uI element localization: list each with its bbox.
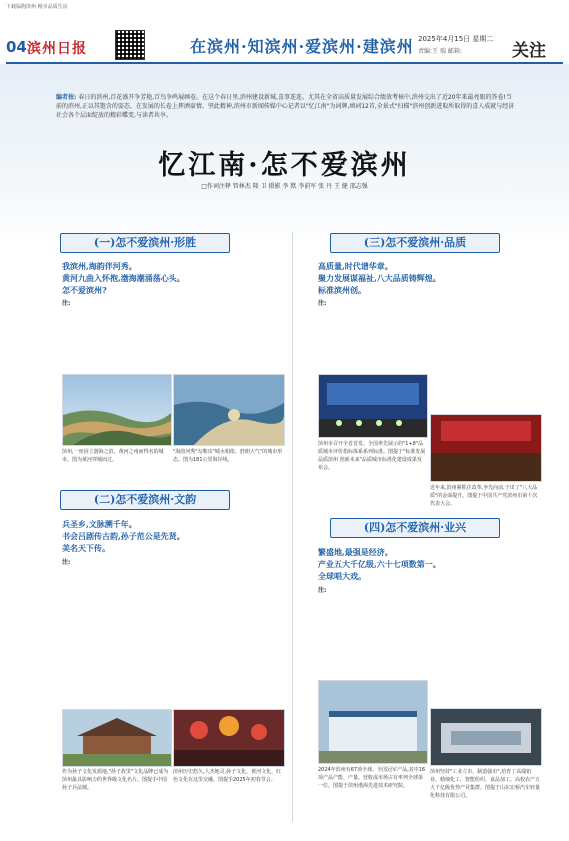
main-title: 忆江南·怎不爱滨州 — [158, 150, 411, 181]
section-4-body-right — [430, 585, 540, 705]
section-1-body-left — [62, 306, 170, 370]
congress-photo-image — [431, 415, 541, 481]
editor-note — [56, 93, 516, 120]
section-3-photo-congress — [430, 414, 542, 482]
section-2-photo-festival — [173, 709, 285, 767]
section-3-verse-line: 标准滨州创。 — [318, 285, 366, 295]
header-banner: 在滨州·知滨州·爱滨州·建滨州 — [190, 37, 414, 56]
section-1-caption-right: "海韵河秀"勾勒出"城水相依、舒朗大气"的城市形态。图为181公里海岸线。 — [173, 449, 283, 463]
header-top-line: 下载临朐滨州 畅享品质生活 — [6, 4, 68, 10]
section-4-caption-left: 2024年滨州有67项全球、全国冠军产品,其中16项产品产能、产量、营收或市场占有率列全球第一位。图提于滨州渤海先进技术研究院。 — [318, 767, 426, 789]
section-1-verse — [62, 260, 282, 296]
section-1-verse-line: 怎不爱滨州? — [62, 285, 107, 295]
section-3-verse — [318, 260, 538, 296]
section-3-body-left — [318, 306, 426, 370]
section-1-caption-left: 滨州,一座因立渤海之滨、黄河之州而得名的城市。图为黄河穿城而过。 — [62, 449, 164, 463]
section-4-heading: (四)怎不爱滨州·业兴 — [330, 518, 500, 538]
section-1-heading: (一)怎不爱滨州·形胜 — [60, 233, 230, 253]
factory-photo-image — [431, 709, 541, 765]
section-4-verse-line: 全球唱大戏。 — [318, 571, 366, 581]
section-2-body-right — [173, 557, 281, 705]
section-2-verse-line: 美名天下传。 — [62, 543, 110, 553]
section-2-photo-city — [62, 709, 172, 767]
section-1-note-label: 注: — [62, 300, 71, 307]
section-4-note-label: 注: — [318, 587, 327, 594]
issue-date: 2025年4月15日 星期二 — [418, 35, 494, 43]
institute-photo-image — [319, 681, 427, 763]
section-3-photo-conference — [318, 374, 428, 438]
column-divider — [292, 232, 293, 822]
section-4-verse — [318, 546, 538, 582]
section-1-photo-river — [62, 374, 172, 446]
festival-photo-image — [174, 710, 284, 766]
section-name: 关注 — [512, 41, 546, 61]
section-2-caption-right: 滨州历史悠久,人杰地灵,孙子文化、黄河文化、红色文化在这里交融。图提手2025年初春节会。 — [173, 769, 282, 783]
section-2-verse — [62, 518, 282, 554]
section-2-note-label: 注: — [62, 559, 71, 566]
paper-name: 滨州日报 — [27, 41, 87, 57]
section-3-caption-right: 近年来,滨州紧抓住改革,争先向前,于出了"八大品质"的金面提升。图提于中国共产党滨州市第十次代表大会。 — [430, 485, 538, 507]
section-3-note-label: 注: — [318, 300, 327, 307]
section-4-verse-line: 产业五大千亿级,六十七项数第一。 — [318, 559, 441, 569]
section-2-body-left — [62, 565, 170, 705]
section-2-heading: (二)怎不爱滨州·文韵 — [60, 490, 230, 510]
section-1-photo-coast — [173, 374, 285, 446]
section-4-body-left — [318, 593, 426, 675]
bingfa-city-photo-image — [63, 710, 171, 766]
section-1-verse-line: 我滨州,海韵伴河秀。 — [62, 261, 137, 271]
section-4-verse-line: 繁盛地,最强是经济。 — [318, 547, 393, 557]
section-3-verse-line: 高质量,时代谱华章。 — [318, 261, 393, 271]
section-2-verse-line: 书会吕剧传古韵,孙子范公是先贤。 — [62, 531, 185, 541]
section-2-caption-left: 作为孙子文化发源地,"孙子故里"文化品牌已成为滨州最具影响力的世界级文化名片。图提手中国孙子兵法城。 — [62, 769, 169, 791]
editor-note-label: 编者按: — [56, 94, 77, 101]
section-3-body-right — [430, 298, 540, 410]
section-4-photo-institute — [318, 680, 428, 764]
editor-info: 责编:王 瑞 邮箱: — [418, 48, 462, 55]
section-3-caption-left: 滨州市召开全省首发、全国率先展示的"1+8"品质城市评价指标体系系列标准。图提于"标准发展品质滨州 创新未来"品质城市标准化建设成果发布会。 — [318, 441, 426, 471]
byline: □作词注释 管林杰 隆 卫 摄影 李 默 李前军 张 丹 王 健 邵志强 — [201, 183, 368, 190]
section-1-verse-line: 黄河九曲入怀抱,渤海潮涌荡心头。 — [62, 273, 185, 283]
section-2-verse-line: 兵圣乡,文脉溯千年。 — [62, 519, 137, 529]
section-3-verse-line: 聚力发展谋福祉,八大品质铸辉煌。 — [318, 273, 441, 283]
section-4-caption-right: 滨州坚持"工业立市、制造强市",培育了高端铝业、精细化工、智能纺织、食品加工、高校农产五大千亿级优势产业集群。图提于山东宏桥汽车轻量化科技有限公司。 — [430, 769, 541, 799]
river-photo-image — [63, 375, 171, 445]
qr-code-icon — [115, 30, 145, 60]
page-number: 04 — [6, 38, 27, 56]
section-3-heading: (三)怎不爱滨州·品质 — [330, 233, 500, 253]
editor-note-text: 春日的滨州,百花盛开争芳艳,百鸟争鸣展画卷。在这个春日里,滨州建设新城,喜事连连。尤其在全省高质量发展综合绩效考核中,滨州交出了近20年来最亮眼的答卷!当前的滨州,正以其饱含的姿态、在发展的长卷上挥洒豪情。坚此精神,滨州市新闻传媒中心记者以"忆江南"为词牌,填词12首,全景式"扫描"滨州创新进取所取得的喜人成就与经济社会各个层面绽放的精彩蝶变,与读者共享。 — [56, 94, 515, 119]
conference-photo-image — [319, 375, 427, 437]
section-1-body-right — [173, 298, 281, 370]
coast-photo-image — [174, 375, 284, 445]
section-4-photo-factory — [430, 708, 542, 766]
